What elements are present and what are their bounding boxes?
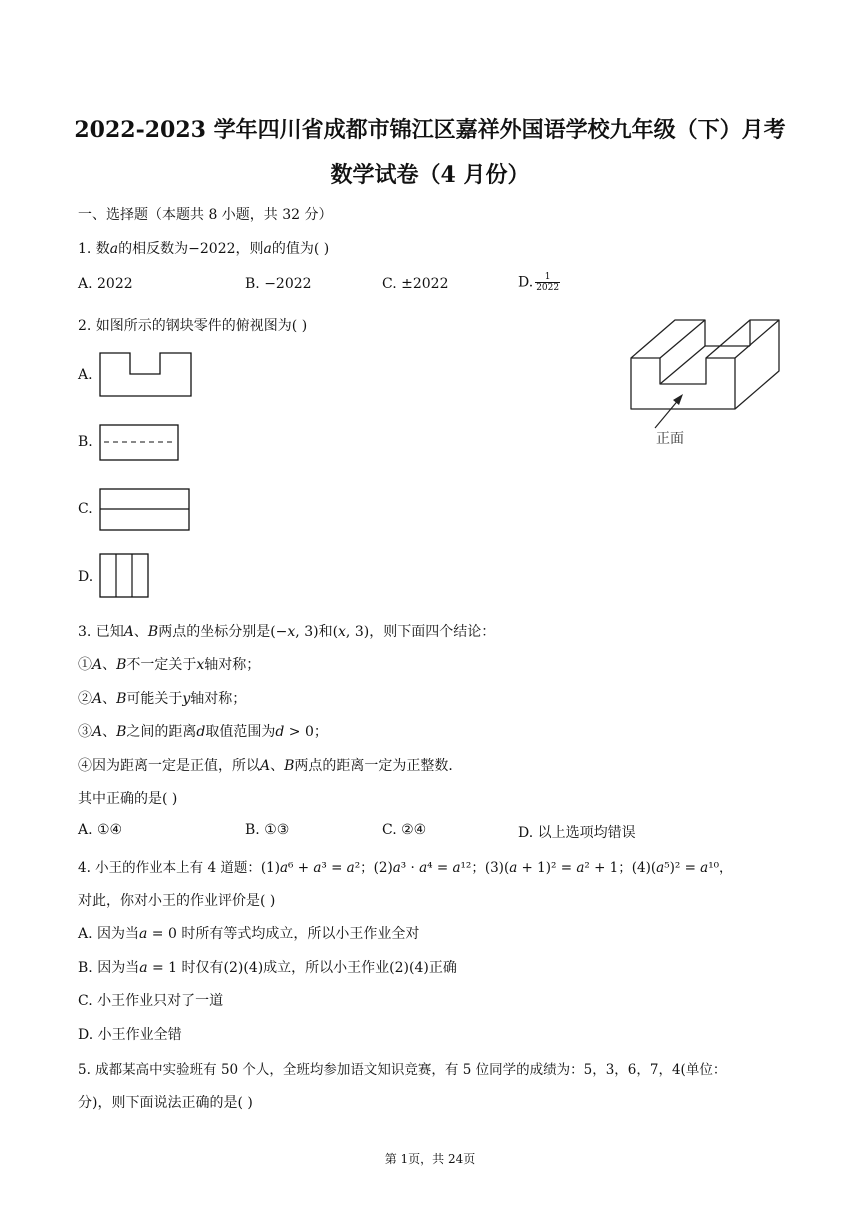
q3-statement-3: ③𝐴、𝐵之间的距离𝑑取值范围为𝑑 > 0；: [78, 724, 328, 740]
q2-option-a-label: A.: [78, 367, 93, 383]
q2-stem: 2. 如图所示的钢块零件的俯视图为( ): [78, 318, 308, 334]
q2-front-label: 正面: [656, 431, 684, 447]
q1-option-a: A. 2022: [78, 276, 133, 292]
q3-option-c: C. ②④: [382, 822, 427, 838]
q5-stem-continued: 分)，则下面说法正确的是( ): [78, 1095, 253, 1111]
q4-stem: 4. 小王的作业本上有 4 道题：(1)𝑎⁶ + 𝑎³ = 𝑎²；(2)𝑎³ · 𝑎⁴ = 𝑎¹²；(3)(𝑎 + 1)² = 𝑎² + 1；(4)(𝑎⁵)² = 𝑎¹⁰，: [78, 860, 733, 876]
q2-option-b-figure: [99, 424, 181, 462]
q1-stem: 1. 数𝑎的相反数为−2022，则𝑎的值为( ): [78, 241, 330, 257]
q3-stem: 3. 已知𝐴、𝐵两点的坐标分别是(−𝑥, 3)和(𝑥, 3)，则下面四个结论：: [78, 624, 496, 640]
q3-option-a: A. ①④: [78, 822, 123, 838]
q1-d-numerator: 1: [535, 272, 560, 283]
q5-stem: 5. 成都某高中实验班有 50 个人，全班均参加语文知识竞赛，有 5 位同学的成绩为：5，3，6，7，4(单位：: [78, 1062, 727, 1078]
q4-option-b: B. 因为当𝑎 = 1 时仅有(2)(4)成立，所以小王作业(2)(4)正确: [78, 960, 457, 976]
q3-statement-1: ①𝐴、𝐵不一定关于𝑥轴对称；: [78, 657, 261, 673]
q1-option-d: [518, 272, 560, 293]
q3-option-b: B. ①③: [245, 822, 290, 838]
q4-option-c: C. 小王作业只对了一道: [78, 993, 224, 1009]
q2-option-a-figure: [99, 352, 195, 398]
q4-stem-continued: 对此，你对小王的作业评价是( ): [78, 893, 276, 909]
q1-option-d-label: D.: [518, 274, 534, 291]
section-heading: 一、选择题（本题共 8 小题，共 32 分）: [78, 207, 333, 223]
page-footer: 第 1页，共 24页: [384, 1152, 476, 1166]
q2-option-c-label: C.: [78, 501, 93, 517]
q1-option-b: B. −2022: [245, 276, 312, 292]
q3-statement-4: ④因为距离一定是正值，所以𝐴、𝐵两点的距离一定为正整数．: [78, 758, 463, 774]
q3-option-d: D. 以上选项均错误: [518, 825, 636, 841]
q2-steel-block-figure: [625, 316, 785, 451]
q2-option-b-label: B.: [78, 434, 93, 450]
q4-option-d: D. 小王作业全错: [78, 1027, 182, 1043]
q1-option-c: C. ±2022: [382, 276, 449, 292]
q3-statement-2: ②𝐴、𝐵可能关于𝑦轴对称；: [78, 691, 247, 707]
q3-ask: 其中正确的是( ): [78, 791, 178, 807]
q1-d-denominator: 2022: [536, 283, 560, 293]
title-line-1: 2022-2023 学年四川省成都市锦江区嘉祥外国语学校九年级（下）月考: [74, 117, 786, 143]
q4-option-a: A. 因为当𝑎 = 0 时所有等式均成立，所以小王作业全对: [78, 926, 420, 942]
q1-option-d-fraction: [535, 272, 560, 293]
title-line-2: 数学试卷（4 月份）: [330, 162, 530, 188]
q2-option-c-figure: [99, 488, 192, 532]
q2-option-d-figure: [99, 553, 151, 600]
q2-option-d-label: D.: [78, 569, 94, 585]
